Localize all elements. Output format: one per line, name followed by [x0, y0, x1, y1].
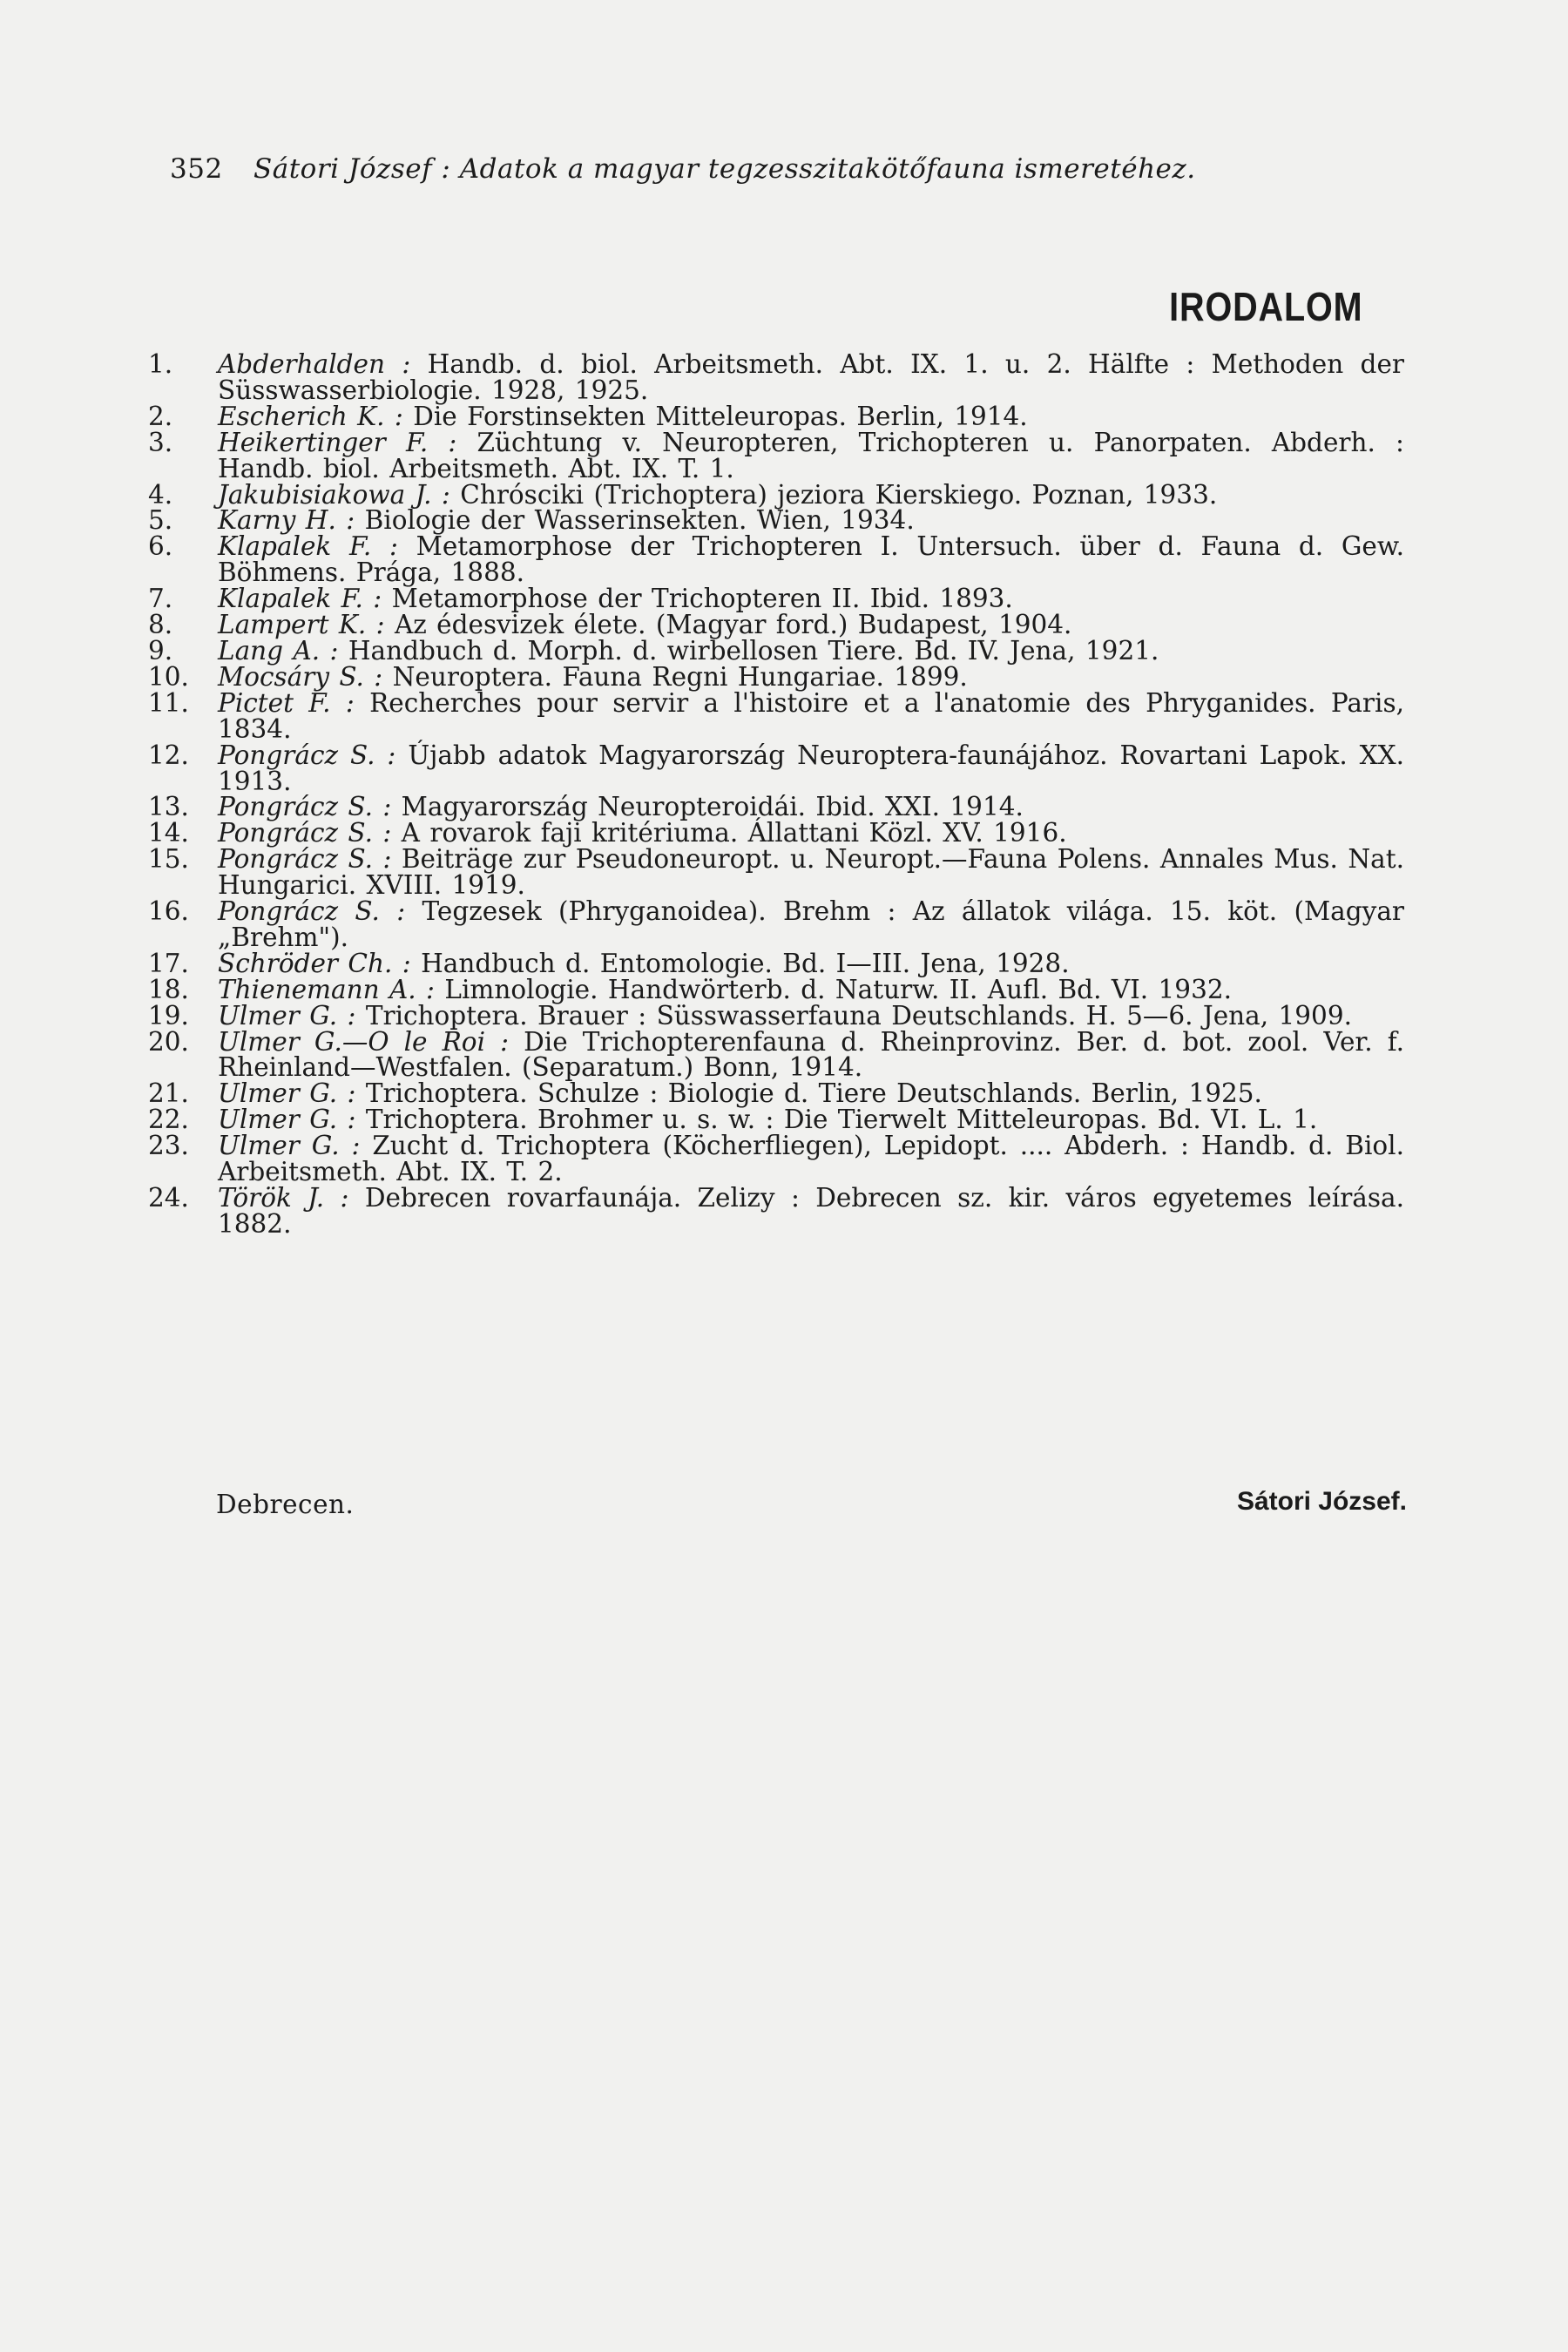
- reference-item: [148, 974, 1404, 1004]
- reference-text: Zucht d. Trichoptera (Köcherfliegen), Lepidopt. .... Abderh. : Handb. d. Biol. Arbeitsmeth. Abt. IX. T. 2.: [218, 1131, 1404, 1187]
- reference-text: Handbuch d. Morph. d. wirbellosen Tiere. Bd. IV. Jena, 1921.: [348, 635, 1159, 666]
- reference-author: Lang A. :: [218, 635, 339, 666]
- reference-item: [148, 794, 1404, 821]
- reference-text: Die Forstinsekten Mitteleuropas. Berlin, 1914.: [413, 401, 1028, 431]
- reference-item: [148, 401, 1404, 431]
- reference-item: [148, 427, 1404, 483]
- reference-item: [148, 661, 1404, 692]
- reference-number: 15.: [148, 844, 189, 875]
- reference-item: [148, 349, 1405, 405]
- running-header: [170, 153, 1196, 185]
- reference-number: 10.: [148, 661, 189, 692]
- reference-author: Jakubisiakowa J. :: [218, 479, 450, 510]
- reference-number: 18.: [148, 974, 189, 1004]
- reference-list: [148, 349, 1405, 1239]
- section-title: IRODALOM: [1168, 284, 1362, 329]
- footer-place: Debrecen.: [216, 1490, 355, 1519]
- reference-number: 5.: [148, 505, 173, 536]
- reference-author: Pongrácz S. :: [218, 740, 396, 770]
- reference-number: 21.: [148, 1078, 189, 1109]
- reference-item: [148, 612, 1404, 639]
- reference-item: [148, 687, 1404, 744]
- reference-text: Újabb adatok Magyarország Neuroptera-faunájához. Rovartani Lapok. XX. 1913.: [218, 740, 1404, 796]
- running-title: Sátori József : Adatok a magyar tegzesszitakötőfauna ismeretéhez.: [253, 153, 1196, 185]
- reference-item: [148, 479, 1404, 510]
- reference-number: 24.: [148, 1183, 189, 1213]
- reference-text: Metamorphose der Trichopteren I. Untersuch. über d. Fauna d. Gew. Böhmens. Prága, 1888.: [218, 531, 1404, 588]
- reference-number: 1.: [148, 349, 173, 379]
- reference-text: Chrósciki (Trichoptera) jeziora Kierskiego. Poznan, 1933.: [460, 479, 1218, 510]
- reference-author: Ulmer G. :: [218, 1131, 361, 1161]
- reference-author: Thienemann A. :: [218, 974, 435, 1004]
- reference-text: Neuroptera. Fauna Regni Hungariae. 1899.: [392, 661, 968, 692]
- reference-number: 14.: [148, 818, 189, 848]
- reference-text: Die Trichopterenfauna d. Rheinprovinz. Ber. d. bot. zool. Ver. f. Rheinland—Westfalen. (Separatum.) Bonn, 1914.: [218, 1026, 1404, 1083]
- reference-number: 9.: [148, 635, 173, 666]
- reference-item: [148, 1107, 1404, 1133]
- reference-number: 12.: [148, 740, 189, 770]
- reference-item: [148, 505, 1404, 536]
- reference-number: 19.: [148, 1000, 189, 1031]
- reference-number: 6.: [148, 531, 173, 562]
- reference-author: Pongrácz S. :: [218, 792, 392, 822]
- reference-text: Tegzesek (Phryganoidea). Brehm : Az állatok világa. 15. köt. (Magyar „Brehm").: [218, 896, 1405, 952]
- reference-text: Trichoptera. Brohmer u. s. w. : Die Tierwelt Mitteleuropas. Bd. VI. L. 1.: [365, 1105, 1318, 1135]
- page-number: 352: [170, 153, 223, 185]
- reference-item: [148, 531, 1404, 588]
- reference-number: 3.: [148, 427, 173, 457]
- reference-author: Pongrácz S. :: [218, 896, 406, 927]
- reference-item: [148, 1026, 1404, 1083]
- reference-text: Biologie der Wasserinsekten. Wien, 1934.: [364, 505, 915, 536]
- reference-number: 13.: [148, 792, 189, 822]
- reference-author: Escherich K. :: [218, 401, 403, 431]
- reference-text: Handbuch d. Entomologie. Bd. I—III. Jena, 1928.: [421, 948, 1070, 978]
- reference-text: Magyarország Neuropteroidái. Ibid. XXI. 1914.: [401, 792, 1024, 822]
- reference-number: 8.: [148, 610, 173, 640]
- reference-author: Pongrácz S. :: [218, 818, 392, 848]
- reference-author: Klapalek F. :: [218, 531, 398, 562]
- reference-item: [148, 1000, 1404, 1031]
- reference-author: Mocsáry S. :: [218, 661, 383, 692]
- reference-number: 7.: [148, 584, 173, 614]
- reference-item: [148, 740, 1404, 796]
- reference-number: 16.: [148, 896, 189, 927]
- reference-author: Pongrácz S. :: [218, 844, 392, 875]
- footer-author: Sátori József.: [1236, 1487, 1407, 1516]
- reference-author: Ulmer G.—O le Roi :: [218, 1026, 510, 1057]
- reference-text: Trichoptera. Schulze : Biologie d. Tiere Deutschlands. Berlin, 1925.: [365, 1078, 1262, 1109]
- reference-item: [148, 896, 1405, 952]
- reference-text: Recherches pour servir a l'histoire et a l'anatomie des Phryganides. Paris, 1834.: [218, 687, 1404, 744]
- reference-text: Limnologie. Handwörterb. d. Naturw. II. Aufl. Bd. VI. 1932.: [444, 974, 1232, 1004]
- reference-author: Ulmer G. :: [218, 1105, 356, 1135]
- reference-author: Ulmer G. :: [218, 1000, 356, 1031]
- reference-text: Züchtung v. Neuropteren, Trichopteren u. Panorpaten. Abderh. : Handb. biol. Arbeitsmeth. Abt. IX. T. 1.: [218, 427, 1404, 483]
- reference-text: Beiträge zur Pseudoneuropt. u. Neuropt.—Fauna Polens. Annales Mus. Nat. Hungarici. XVIII. 1919.: [218, 844, 1404, 901]
- reference-text: A rovarok faji kritériuma. Állattani Közl. XV. 1916.: [401, 818, 1067, 848]
- reference-text: Metamorphose der Trichopteren II. Ibid. 1893.: [391, 584, 1013, 614]
- reference-number: 20.: [148, 1026, 189, 1057]
- reference-item: [148, 1078, 1404, 1109]
- reference-number: 23.: [148, 1131, 189, 1161]
- reference-item: [148, 818, 1404, 848]
- reference-author: Klapalek F. :: [218, 584, 382, 614]
- reference-number: 2.: [148, 401, 173, 431]
- reference-text: Trichoptera. Brauer : Süsswasserfauna Deutschlands. H. 5—6. Jena, 1909.: [365, 1000, 1352, 1031]
- reference-text: Debrecen rovarfaunája. Zelizy : Debrecen sz. kir. város egyetemes leírása. 1882.: [218, 1183, 1404, 1239]
- reference-author: Karny H. :: [218, 505, 355, 536]
- reference-number: 22.: [148, 1105, 189, 1135]
- reference-author: Pictet F. :: [218, 687, 355, 718]
- reference-item: [148, 635, 1404, 666]
- reference-item: [148, 844, 1404, 901]
- reference-item: [148, 586, 1404, 612]
- reference-author: Schröder Ch. :: [218, 948, 411, 978]
- reference-author: Török J. :: [218, 1183, 349, 1213]
- reference-text: Az édesvizek élete. (Magyar ford.) Budapest, 1904.: [394, 610, 1072, 640]
- reference-author: Lampert K. :: [218, 610, 385, 640]
- reference-item: [148, 948, 1404, 978]
- reference-item: [148, 1183, 1404, 1239]
- reference-number: 4.: [148, 479, 173, 510]
- reference-number: 11.: [148, 687, 189, 718]
- reference-number: 17.: [148, 948, 189, 978]
- reference-author: Abderhalden :: [218, 349, 411, 379]
- reference-author: Ulmer G. :: [218, 1078, 356, 1109]
- reference-author: Heikertinger F. :: [218, 427, 457, 457]
- reference-text: Handb. d. biol. Arbeitsmeth. Abt. IX. 1. u. 2. Hälfte : Methoden der Süsswasserbiologie. 1928, 1925.: [218, 349, 1405, 405]
- reference-item: [148, 1133, 1404, 1186]
